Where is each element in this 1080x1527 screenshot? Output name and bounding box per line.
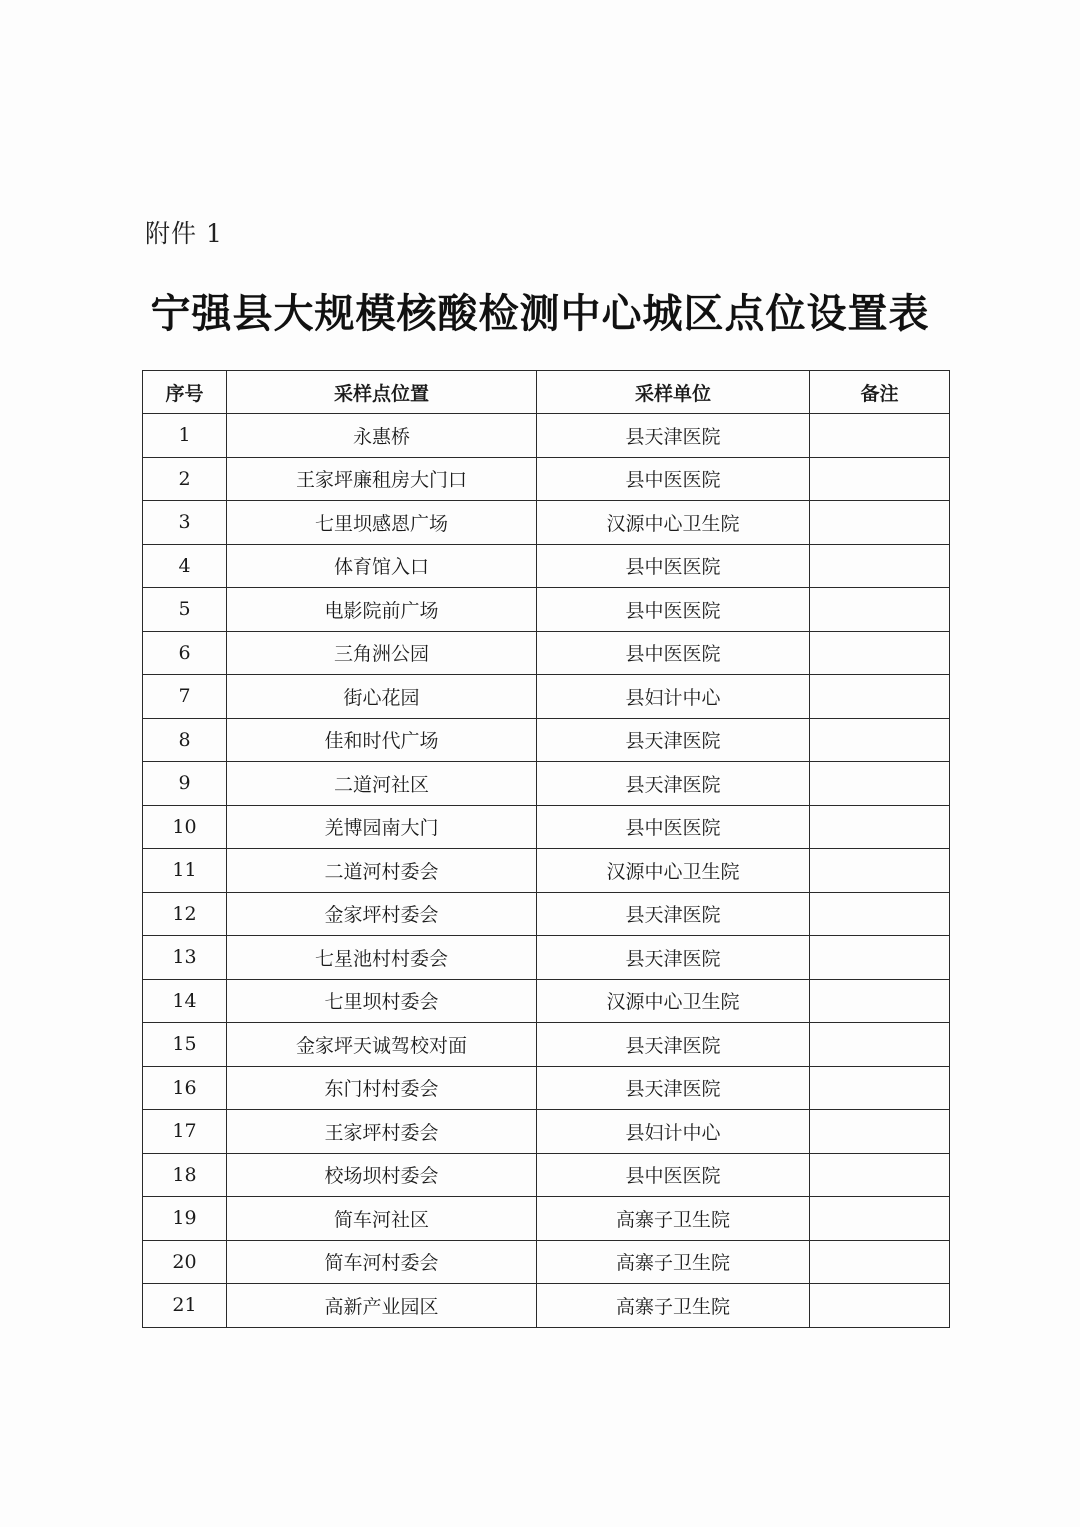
table-row (143, 544, 950, 588)
cell-location: 金家坪天诚驾校对面 (227, 1023, 537, 1067)
cell-no: 5 (143, 588, 227, 632)
table-row (143, 849, 950, 893)
attachment-label: 附件 1 (145, 219, 223, 248)
cell-note (810, 936, 950, 980)
cell-note (810, 979, 950, 1023)
table-row (143, 805, 950, 849)
cell-note (810, 457, 950, 501)
cell-location: 简车河社区 (227, 1197, 537, 1241)
cell-unit: 汉源中心卫生院 (537, 849, 810, 893)
cell-unit: 县中医医院 (537, 1153, 810, 1197)
table-row (143, 1110, 950, 1154)
table-row (143, 718, 950, 762)
cell-no: 9 (143, 762, 227, 806)
cell-no: 19 (143, 1197, 227, 1241)
cell-no: 10 (143, 805, 227, 849)
cell-no: 16 (143, 1066, 227, 1110)
header-note: 备注 (810, 371, 950, 414)
cell-location: 体育馆入口 (227, 544, 537, 588)
cell-note (810, 414, 950, 458)
cell-location: 羌博园南大门 (227, 805, 537, 849)
cell-unit: 县妇计中心 (537, 1110, 810, 1154)
table-row (143, 457, 950, 501)
table-row (143, 1284, 950, 1328)
table-row (143, 588, 950, 632)
cell-note (810, 892, 950, 936)
cell-no: 13 (143, 936, 227, 980)
table-row (143, 1153, 950, 1197)
cell-location: 街心花园 (227, 675, 537, 719)
cell-unit: 汉源中心卫生院 (537, 501, 810, 545)
cell-unit: 县天津医院 (537, 1023, 810, 1067)
cell-note (810, 675, 950, 719)
cell-note (810, 588, 950, 632)
cell-location: 王家坪村委会 (227, 1110, 537, 1154)
table-row (143, 1023, 950, 1067)
cell-unit: 县中医医院 (537, 631, 810, 675)
cell-location: 简车河村委会 (227, 1240, 537, 1284)
cell-note (810, 1066, 950, 1110)
cell-note (810, 1023, 950, 1067)
table-row (143, 1066, 950, 1110)
cell-location: 二道河社区 (227, 762, 537, 806)
table-row (143, 979, 950, 1023)
table-row (143, 631, 950, 675)
table-row (143, 936, 950, 980)
cell-unit: 县天津医院 (537, 936, 810, 980)
cell-note (810, 1153, 950, 1197)
table-body (143, 414, 950, 1328)
cell-no: 6 (143, 631, 227, 675)
cell-no: 4 (143, 544, 227, 588)
cell-note (810, 1110, 950, 1154)
cell-no: 15 (143, 1023, 227, 1067)
cell-note (810, 1284, 950, 1328)
cell-no: 3 (143, 501, 227, 545)
cell-no: 20 (143, 1240, 227, 1284)
cell-no: 11 (143, 849, 227, 893)
cell-unit: 高寨子卫生院 (537, 1284, 810, 1328)
table-row (143, 675, 950, 719)
table-row (143, 1197, 950, 1241)
cell-no: 18 (143, 1153, 227, 1197)
cell-unit: 县中医医院 (537, 588, 810, 632)
cell-no: 21 (143, 1284, 227, 1328)
cell-no: 14 (143, 979, 227, 1023)
cell-unit: 县天津医院 (537, 718, 810, 762)
document-title: 宁强县大规模核酸检测中心城区点位设置表 (150, 290, 930, 337)
cell-note (810, 631, 950, 675)
cell-unit: 县妇计中心 (537, 675, 810, 719)
table-row (143, 762, 950, 806)
cell-location: 金家坪村委会 (227, 892, 537, 936)
cell-unit: 县天津医院 (537, 892, 810, 936)
sampling-sites-table (142, 370, 950, 1328)
cell-unit: 汉源中心卫生院 (537, 979, 810, 1023)
table-row (143, 892, 950, 936)
cell-no: 8 (143, 718, 227, 762)
cell-location: 王家坪廉租房大门口 (227, 457, 537, 501)
cell-no: 7 (143, 675, 227, 719)
cell-no: 2 (143, 457, 227, 501)
cell-no: 12 (143, 892, 227, 936)
cell-note (810, 544, 950, 588)
cell-unit: 县中医医院 (537, 544, 810, 588)
table-header-row (143, 371, 950, 414)
cell-location: 七里坝村委会 (227, 979, 537, 1023)
cell-no: 1 (143, 414, 227, 458)
cell-location: 佳和时代广场 (227, 718, 537, 762)
cell-note (810, 762, 950, 806)
cell-note (810, 501, 950, 545)
cell-location: 七里坝感恩广场 (227, 501, 537, 545)
cell-unit: 高寨子卫生院 (537, 1197, 810, 1241)
cell-no: 17 (143, 1110, 227, 1154)
cell-unit: 县天津医院 (537, 1066, 810, 1110)
cell-location: 高新产业园区 (227, 1284, 537, 1328)
cell-unit: 县天津医院 (537, 414, 810, 458)
cell-unit: 县天津医院 (537, 762, 810, 806)
cell-note (810, 849, 950, 893)
cell-location: 东门村村委会 (227, 1066, 537, 1110)
cell-location: 永惠桥 (227, 414, 537, 458)
cell-unit: 县中医医院 (537, 805, 810, 849)
header-no: 序号 (143, 371, 227, 414)
cell-note (810, 805, 950, 849)
cell-note (810, 1197, 950, 1241)
cell-note (810, 718, 950, 762)
table-row (143, 1240, 950, 1284)
cell-unit: 县中医医院 (537, 457, 810, 501)
header-unit: 采样单位 (537, 371, 810, 414)
cell-location: 二道河村委会 (227, 849, 537, 893)
table-row (143, 501, 950, 545)
cell-location: 校场坝村委会 (227, 1153, 537, 1197)
cell-location: 三角洲公园 (227, 631, 537, 675)
table-row (143, 414, 950, 458)
cell-unit: 高寨子卫生院 (537, 1240, 810, 1284)
cell-location: 七星池村村委会 (227, 936, 537, 980)
cell-location: 电影院前广场 (227, 588, 537, 632)
cell-note (810, 1240, 950, 1284)
header-location: 采样点位置 (227, 371, 537, 414)
